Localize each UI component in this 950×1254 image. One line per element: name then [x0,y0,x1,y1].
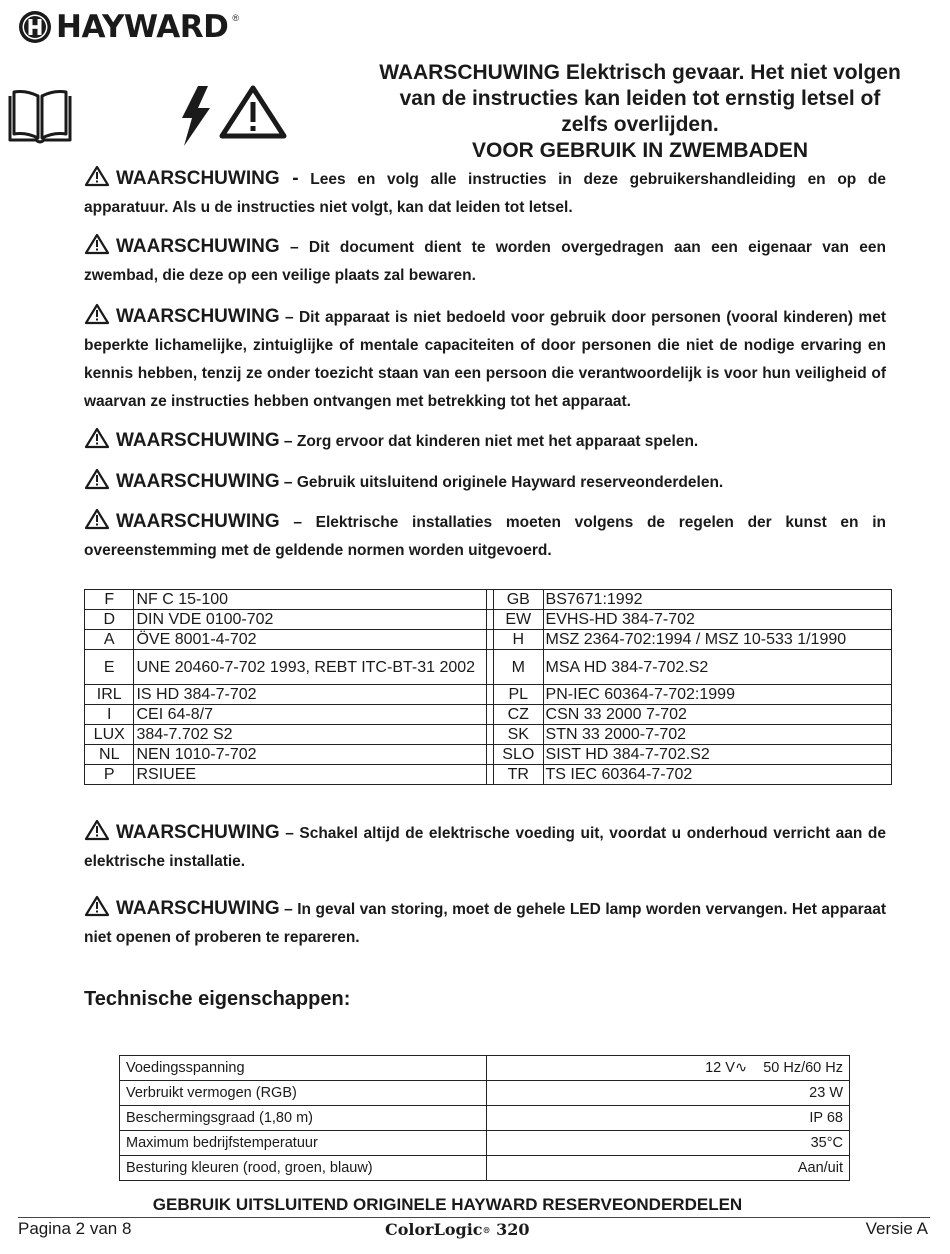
warning-text: – Dit document dient te worden overgedragen aan een eigenaar van een zwembad, die deze op een veilige plaats zal bewaren. [84,239,886,284]
standard-name: 384-7.702 S2 [134,725,486,745]
country-code: M [494,650,543,685]
warning-keyword: WAARSCHUWING [116,306,280,327]
warning-text: – Gebruik uitsluitend originele Hayward reserveonderdelen. [283,474,724,491]
warning-triangle-icon [84,233,110,255]
country-code: I [85,705,134,725]
table-row [120,1081,850,1106]
warning-triangle-icon [84,165,110,187]
spec-label: Besturing kleuren (rood, groen, blauw) [120,1156,487,1181]
warning-block [84,895,886,952]
standard-name: UNE 20460-7-702 1993, REBT ITC-BT-31 2002 [134,650,486,685]
warning-block [84,468,886,497]
standard-name: RSIUEE [134,765,486,785]
standard-name: TS IEC 60364-7-702 [543,765,891,785]
warning-text: – Elektrische installaties moeten volgens de regelen der kunst en in overeenstemming met de geldende normen worden uitgevoerd. [84,514,886,559]
spec-value: 12 V∿ 50 Hz/60 Hz [487,1056,850,1081]
country-code: GB [494,590,543,610]
column-gap [486,630,493,650]
column-gap [486,725,493,745]
warning-triangle-icon [84,303,110,325]
spec-value: 23 W [487,1081,850,1106]
country-code: LUX [85,725,134,745]
table-row [85,630,892,650]
country-code: TR [494,765,543,785]
warning-text: Lees en volg alle instructies in deze gebruikershandleiding en op de apparatuur. Als u de instructies niet volgt, kan dat leiden tot letsel. [84,171,887,216]
warning-block [84,508,886,565]
standard-name: BS7671:1992 [543,590,891,610]
country-code: NL [85,745,134,765]
warning-keyword: WAARSCHUWING [116,471,280,492]
table-row [85,745,892,765]
hayward-logo [18,8,239,46]
country-code: EW [494,610,543,630]
brand-wordmark: HAYWARD [56,9,229,45]
country-code: SLO [494,745,543,765]
heading-subtitle: VOOR GEBRUIK IN ZWEMBADEN [472,139,808,162]
warning-keyword: WAARSCHUWING [116,511,280,532]
technical-specs-heading: Technische eigenschappen: [84,988,351,1010]
spec-label: Maximum bedrijfstemperatuur [120,1131,487,1156]
warning-block [84,233,886,290]
country-code: D [85,610,134,630]
standard-name: MSA HD 384-7-702.S2 [543,650,891,685]
country-code: SK [494,725,543,745]
heading-line: WAARSCHUWING Elektrisch gevaar. Het niet volgen [379,61,901,84]
footer-slogan: GEBRUIK UITSLUITEND ORIGINELE HAYWARD RESERVEONDERDELEN [152,1195,743,1214]
main-heading [340,60,940,164]
warning-keyword: WAARSCHUWING [116,898,280,919]
product-registered-mark: ® [482,1225,491,1235]
technical-specs-table [119,1055,850,1181]
hayward-logo-icon [18,10,52,44]
column-gap [486,685,493,705]
warning-block [84,165,886,222]
country-code: A [85,630,134,650]
product-number: 320 [490,1220,530,1239]
warning-keyword: WAARSCHUWING [116,822,280,843]
standard-name: CSN 33 2000 7-702 [543,705,891,725]
spec-value: IP 68 [487,1106,850,1131]
table-row [120,1156,850,1181]
warning-triangle-icon [84,468,110,490]
standard-name: STN 33 2000-7-702 [543,725,891,745]
column-gap [486,765,493,785]
standard-name: MSZ 2364-702:1994 / MSZ 10-533 1/1990 [543,630,891,650]
column-gap [486,590,493,610]
warning-text: – Zorg ervoor dat kinderen niet met het apparaat spelen. [283,433,699,450]
warning-block [84,819,886,876]
table-row [85,610,892,630]
footer-divider [18,1217,930,1218]
country-code: F [85,590,134,610]
warning-block [84,303,886,416]
document-version: Versie A [865,1219,928,1238]
spec-label: Verbruikt vermogen (RGB) [120,1081,487,1106]
standard-name: EVHS-HD 384-7-702 [543,610,891,630]
column-gap [486,745,493,765]
column-gap [486,705,493,725]
standards-table [84,589,892,785]
warning-text: – Dit apparaat is niet bedoeld voor gebruik door personen (vooral kinderen) met beperkte lichamelijke, zintuiglijke of mentale capaciteiten of door personen die niet de nodige ervaring en kennis hebben, tenzij ze onder toezicht staan van een persoon die verantwoordelijk is voor hun veiligheid of waarvan ze instructies hebben ontvangen met betrekking tot het apparaat. [84,309,886,410]
heading-line: van de instructies kan leiden tot ernstig letsel of [399,87,881,110]
spec-value: 35°C [487,1131,850,1156]
table-row [85,705,892,725]
warning-triangle-icon [84,819,110,841]
standard-name: CEI 64-8/7 [134,705,486,725]
registered-mark: ® [232,13,239,23]
country-code: E [85,650,134,685]
manual-book-icon [6,88,74,146]
warning-block [84,427,886,456]
country-code: CZ [494,705,543,725]
column-gap [486,610,493,630]
spec-value: Aan/uit [487,1156,850,1181]
table-row [120,1056,850,1081]
table-row [120,1106,850,1131]
warning-keyword: WAARSCHUWING [116,430,280,451]
standard-name: DIN VDE 0100-702 [134,610,486,630]
product-brand: ColorLogic [385,1220,483,1239]
warning-triangle-icon [84,508,110,530]
table-row [85,650,892,685]
country-code: P [85,765,134,785]
column-gap [486,650,493,685]
standard-name: IS HD 384-7-702 [134,685,486,705]
table-row [85,590,892,610]
standard-name: NF C 15-100 [134,590,486,610]
electric-lightning-icon [182,86,210,146]
warning-text: – Schakel altijd de elektrische voeding uit, voordat u onderhoud verricht aan de elektrische installatie. [84,825,887,870]
warning-text: – In geval van storing, moet de gehele LED lamp worden vervangen. Het apparaat niet openen of proberen te repareren. [84,901,887,946]
standard-name: NEN 1010-7-702 [134,745,486,765]
country-code: PL [494,685,543,705]
spec-label: Voedingsspanning [120,1056,487,1081]
warning-triangle-icon [222,88,284,136]
heading-line: zelfs overlijden. [561,113,719,136]
table-row [85,725,892,745]
table-row [85,685,892,705]
table-row [120,1131,850,1156]
product-name [385,1220,529,1239]
standard-name: ÖVE 8001-4-702 [134,630,486,650]
standard-name: PN-IEC 60364-7-702:1999 [543,685,891,705]
country-code: H [494,630,543,650]
page-number: Pagina 2 van 8 [18,1219,132,1238]
warning-triangle-icon [84,895,110,917]
warning-triangle-icon [84,427,110,449]
country-code: IRL [85,685,134,705]
standard-name: SIST HD 384-7-702.S2 [543,745,891,765]
warning-keyword: WAARSCHUWING - [116,168,299,189]
warning-keyword: WAARSCHUWING [116,236,280,257]
hazard-icons [176,82,288,150]
table-row [85,765,892,785]
spec-label: Beschermingsgraad (1,80 m) [120,1106,487,1131]
